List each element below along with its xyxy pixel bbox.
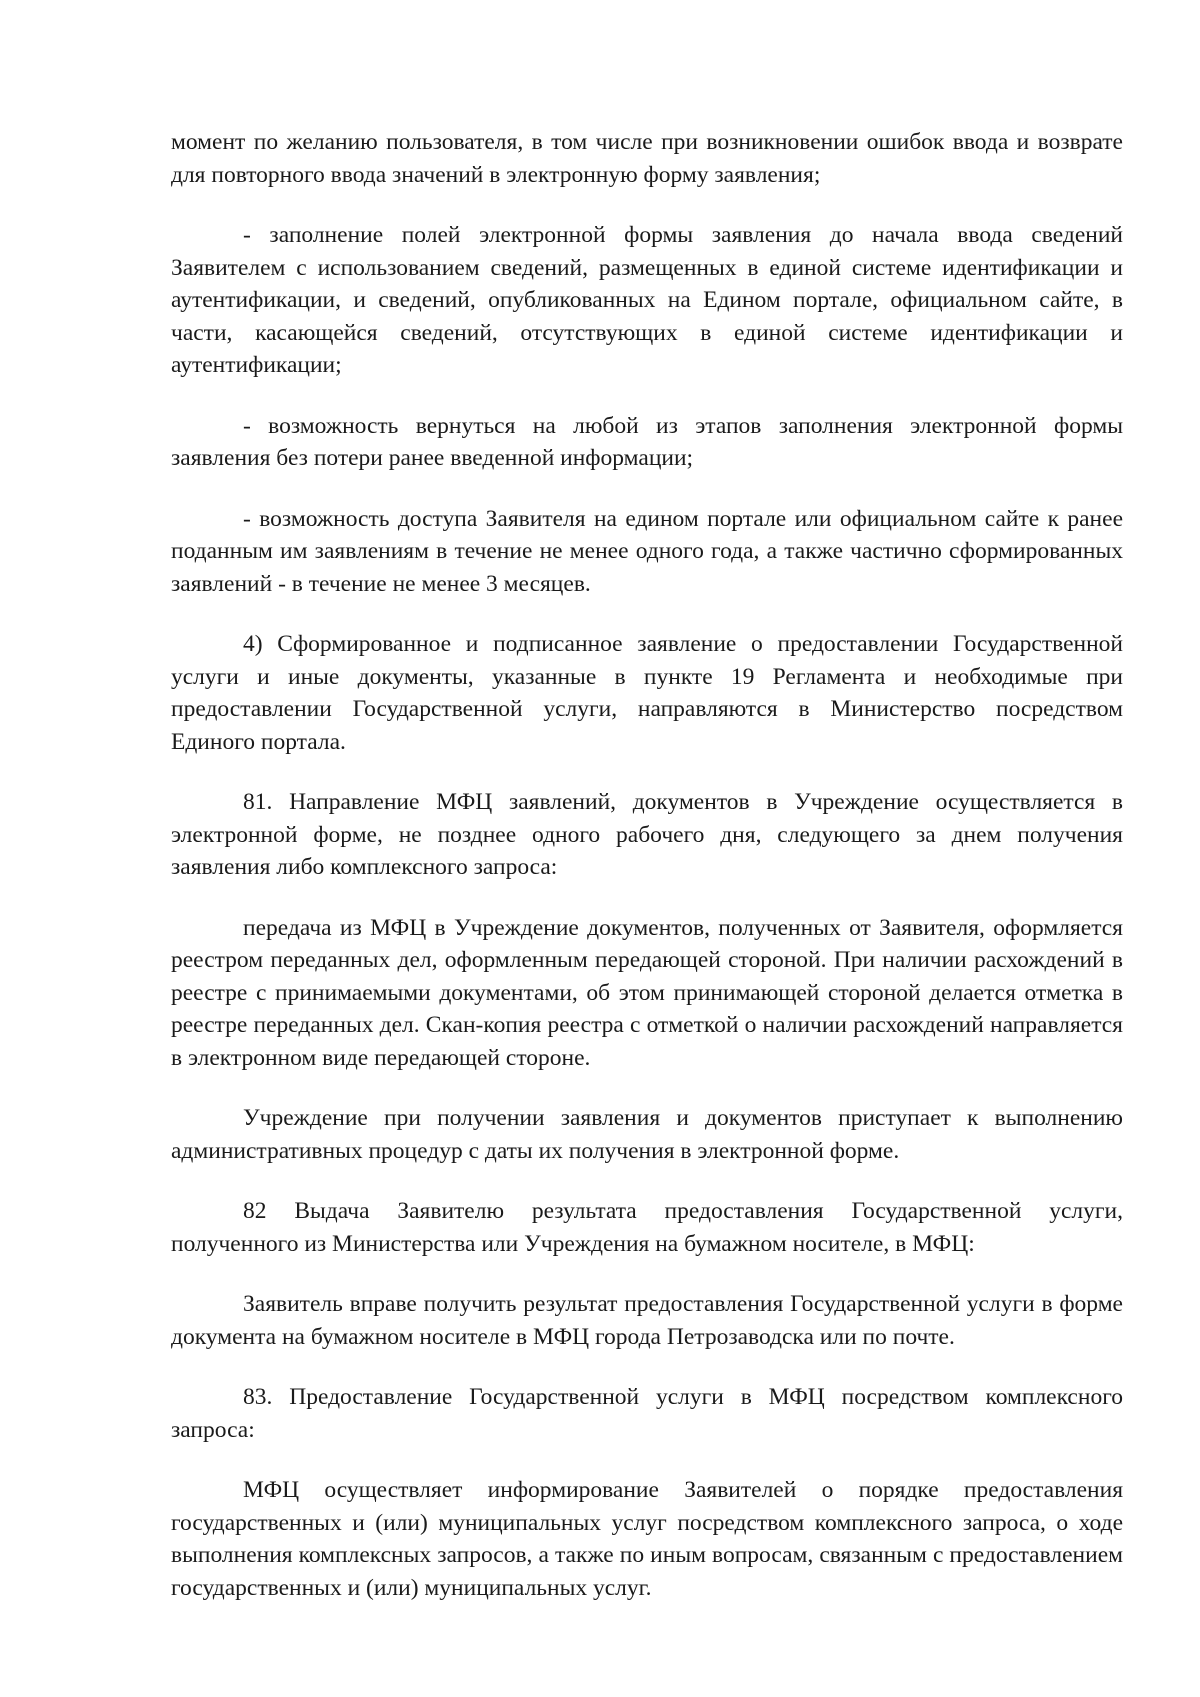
paragraph-applicant-result: Заявитель вправе получить результат предоставления Государственной услуги в форме документа на бумажном носителе в МФЦ города Петрозаводска или по почте. [171,1291,1123,1350]
paragraph-institution-procedures: Учреждение при получении заявления и документов приступает к выполнению административных процедур с даты их получения в электронной форме. [171,1105,1123,1164]
paragraph-section-82: 82 Выдача Заявителю результата предоставления Государственной услуги, полученного из Министерства или Учреждения на бумажном носителе, в МФЦ: [171,1198,1123,1257]
paragraph-mfc-informing: МФЦ осуществляет информирование Заявителей о порядке предоставления государственных и (или) муниципальных услуг посредством комплексного запроса, о ходе выполнения комплексных запросов, а также по иным вопросам, связанным с предоставлением государственных и (или) муниципальных услуг. [171,1477,1123,1601]
paragraph-section-83: 83. Предоставление Государственной услуги в МФЦ посредством комплексного запроса: [171,1384,1123,1443]
document-body [171,126,1123,1632]
paragraph-return-to-step: - возможность вернуться на любой из этапов заполнения электронной формы заявления без потери ранее введенной информации; [171,412,1123,471]
paragraph-item-4: 4) Сформированное и подписанное заявление о предоставлении Государственной услуги и иные документы, указанные в пункте 19 Регламента и необходимые при предоставлении Государственной услуги, направляются в Министерство посредством Единого портала. [171,631,1123,755]
paragraph-fill-fields: - заполнение полей электронной формы заявления до начала ввода сведений Заявителем с использованием сведений, размещенных в единой системе идентификации и аутентификации, и сведений, опубликованных на Едином портале, официальном сайте, в части, касающейся сведений, отсутствующих в единой системе идентификации и аутентификации; [171,222,1123,378]
paragraph-transfer-registry: передача из МФЦ в Учреждение документов, полученных от Заявителя, оформляется реестром переданных дел, оформленным передающей стороной. При наличии расхождений в реестре с принимаемыми документами, об этом принимающей стороной делается отметка в реестре переданных дел. Скан-копия реестра с отметкой о наличии расхождений направляется в электронном виде передающей стороне. [171,914,1123,1071]
paragraph-continuation: момент по желанию пользователя, в том числе при возникновении ошибок ввода и возврате для повторного ввода значений в электронную форму заявления; [171,129,1123,188]
paragraph-section-81: 81. Направление МФЦ заявлений, документов в Учреждение осуществляется в электронной форме, не позднее одного рабочего дня, следующего за днем получения заявления либо комплексного запроса: [171,789,1123,880]
paragraph-access-applications: - возможность доступа Заявителя на едином портале или официальном сайте к ранее поданным им заявлениям в течение не менее одного года, а также частично сформированных заявлений - в течение не менее 3 месяцев. [171,505,1123,597]
